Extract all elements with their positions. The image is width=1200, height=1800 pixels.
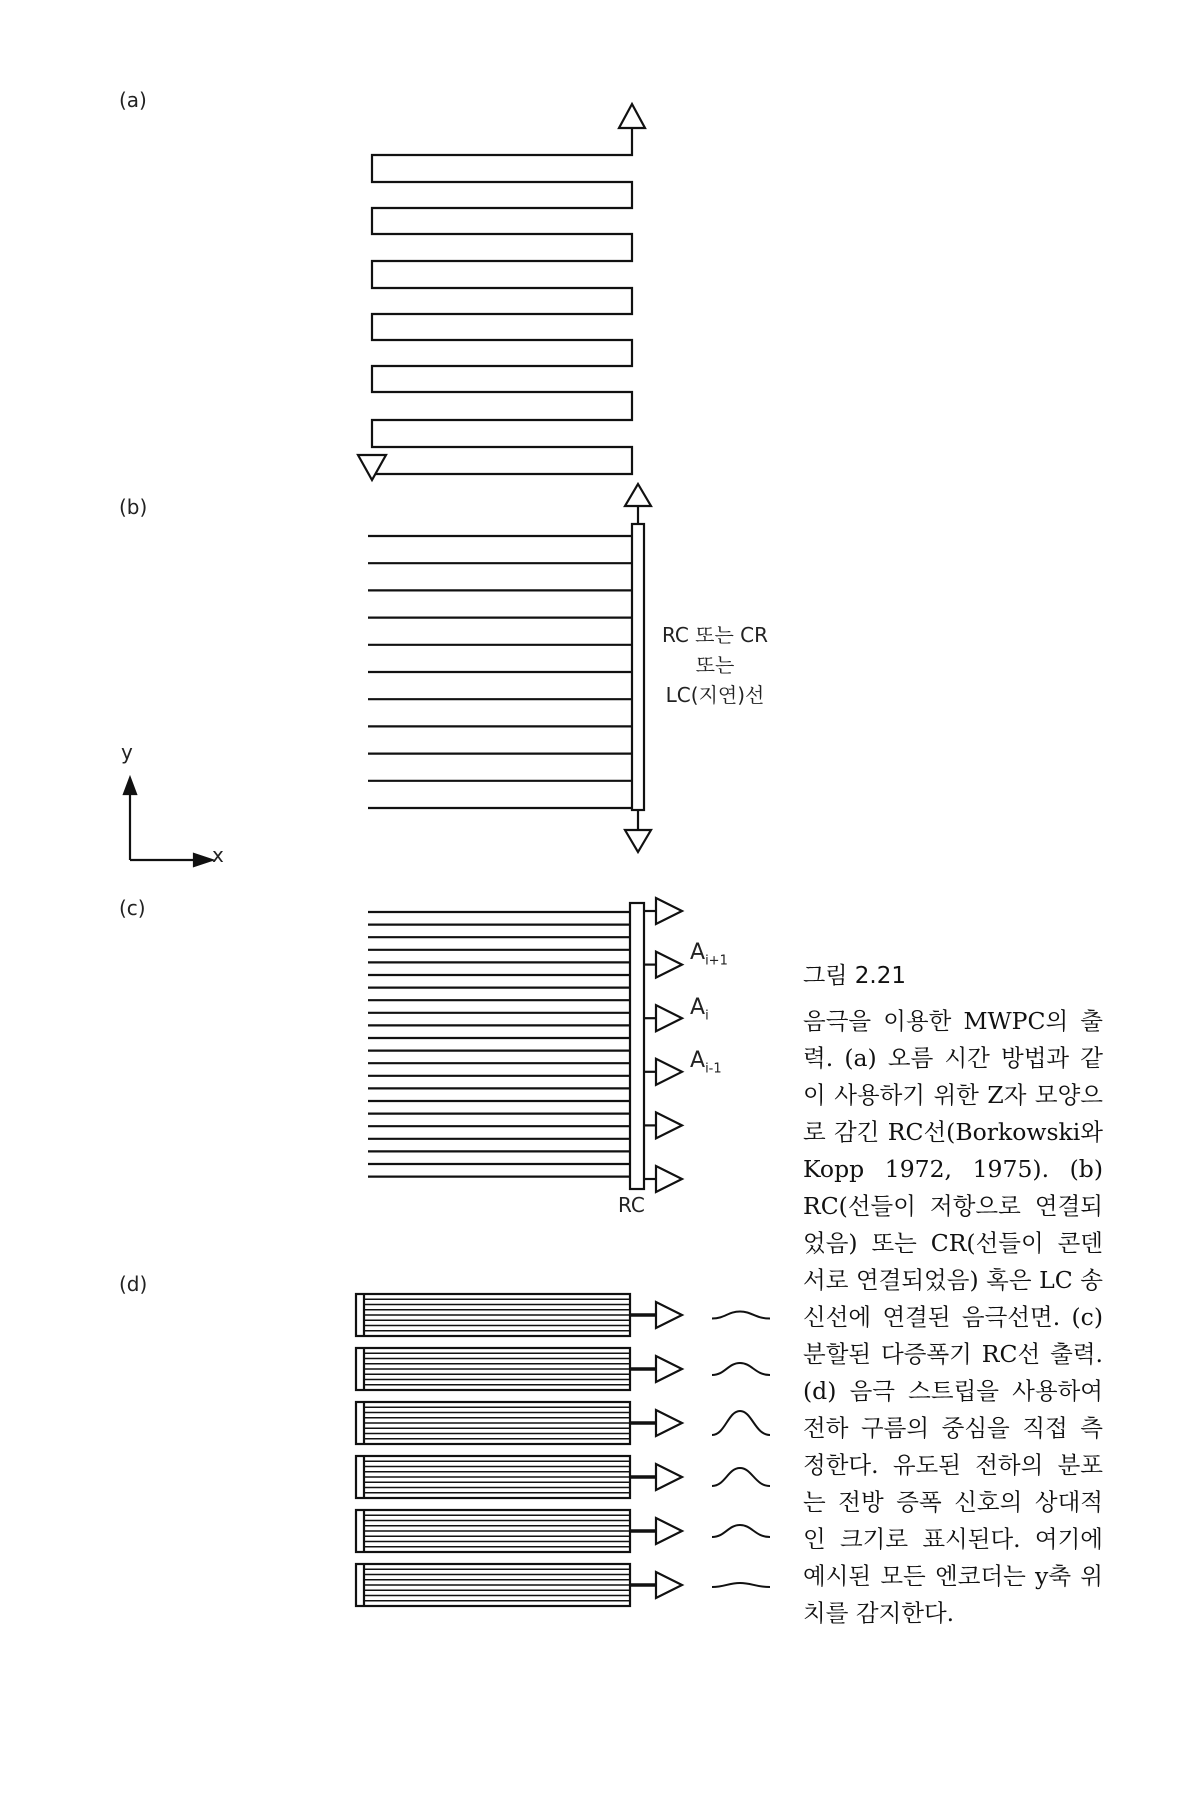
panel-d-drawing [356,1294,770,1606]
signal-pulse [712,1411,770,1435]
strip-amplifier-triangle [656,1572,682,1598]
delay-line-arrow-up [625,484,651,506]
strip-amplifier-triangle [656,1518,682,1544]
delay-line-label-2: 또는 [695,653,735,677]
delay-line-label-1: RC 또는 CR [661,623,769,647]
panel-b-drawing [368,484,651,852]
segmented-rc-bar [630,903,644,1189]
amplifier-triangle [656,952,682,978]
amplifier-triangle [656,1166,682,1192]
amp-label-i-minus-1-base: A [690,1048,706,1073]
signal-pulse [712,1468,770,1486]
signal-pulse [712,1525,770,1537]
amp-label-i-base: A [690,995,706,1020]
amplifier-triangle [656,1059,682,1085]
amplifier-triangle [656,1005,682,1031]
panel-c-drawing [368,898,682,1192]
panel-d-label: (d) [119,1272,148,1296]
delay-line-bar [632,524,644,810]
strip-amplifier-triangle [656,1356,682,1382]
signal-pulse [712,1312,770,1319]
zigzag-output-arrow-down [358,455,386,480]
panel-b-label: (b) [119,495,148,519]
delay-line-arrow-down [625,830,651,852]
amp-label-i-sub: i [705,1008,709,1024]
y-axis-label: y [121,740,133,764]
figure-caption-text: 음극을 이용한 MWPC의 출력. (a) 오름 시간 방법과 같이 사용하기 위한 Z자 모양으로 감긴 RC선(Borkowski와 Kopp 1972, 1975). (b) RC(선들이 저항으로 연결되었음) 또는 CR(선들이 콘덴서로 연결되었음) 혹은 LC 송신선에 연결된 음극선면. (c) 분할된 다증폭기 RC선 출력. (d) 음극 스트립을 사용하여 전하 구름의 중심을 직접 측정한다. 유도된 전하의 분포는 전방 증폭 신호의 상대적인 크기로 표시된다. 여기에 예시된 모든 엔코더는 y축 위치를 감지한다. [803,1007,1103,1627]
figure-title: 그림 2.21 [803,963,906,989]
x-axis-label: x [212,843,224,867]
rc-label: RC [618,1193,645,1217]
signal-pulse [712,1583,770,1587]
strip-amplifier-triangle [656,1464,682,1490]
y-axis-arrow [124,778,136,794]
signal-pulse [712,1363,770,1375]
x-axis-arrow [194,854,212,866]
xy-axes [124,778,212,866]
amp-label-i-plus-1-sub: i+1 [705,953,728,969]
panel-a-label: (a) [119,88,147,112]
strip-amplifier-triangle [656,1410,682,1436]
zigzag-rc-line [358,104,645,480]
amp-label-i-plus-1-base: A [690,940,706,965]
delay-line-label-3: LC(지연)선 [665,683,765,707]
amplifier-triangle [656,898,682,924]
strip-amplifier-triangle [656,1302,682,1328]
panel-c-label: (c) [119,896,146,920]
amp-label-i-minus-1-sub: i-1 [705,1061,722,1077]
zigzag-output-arrow-up [619,104,645,128]
amplifier-triangle [656,1112,682,1138]
zigzag-path [372,128,632,474]
